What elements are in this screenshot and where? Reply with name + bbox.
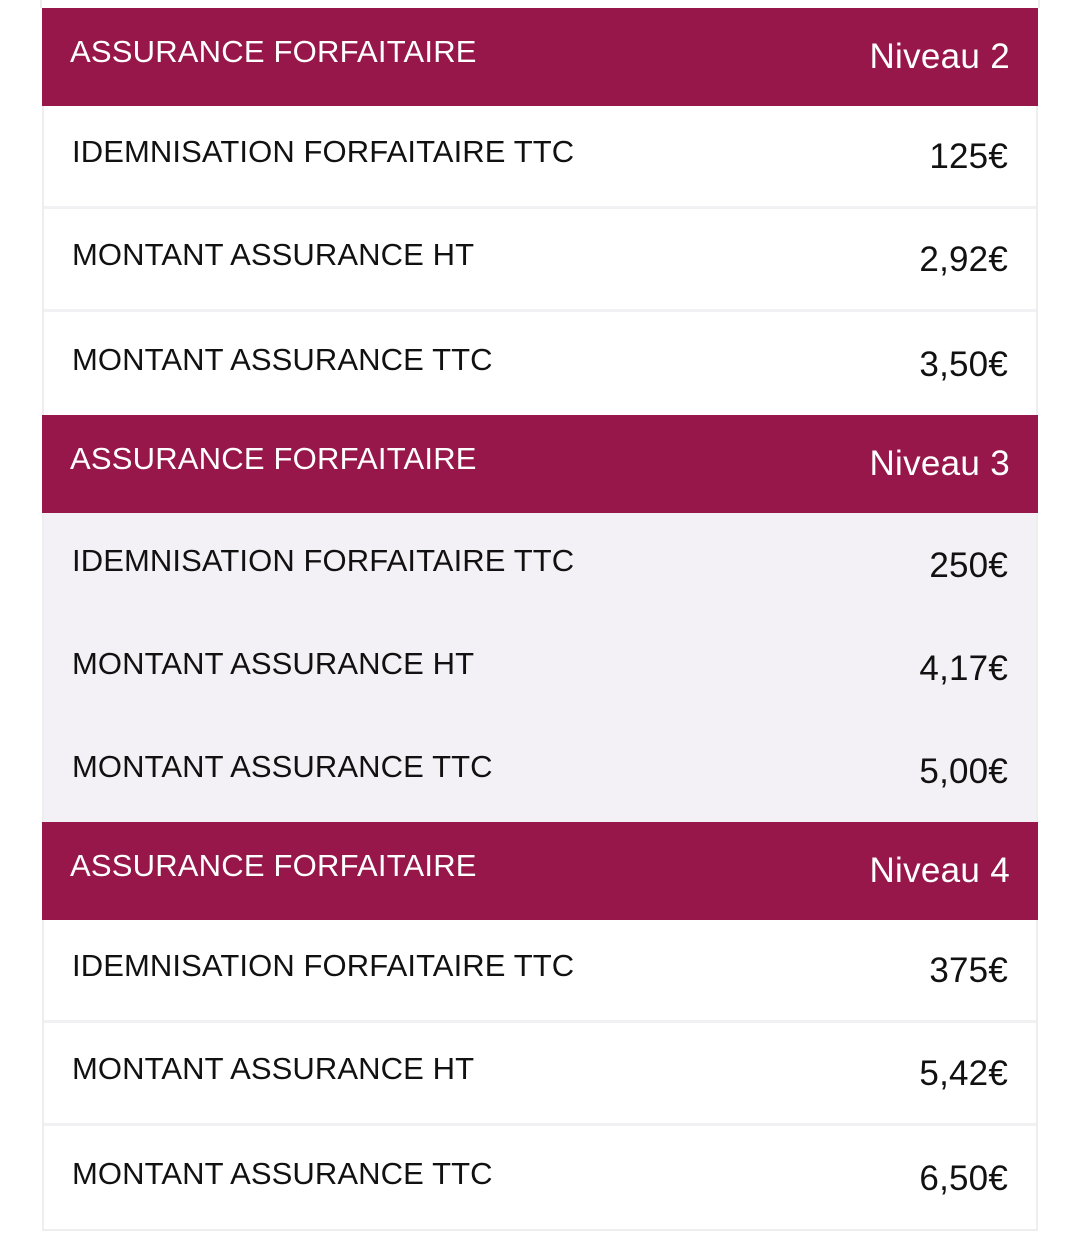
table-row bbox=[44, 513, 1036, 616]
table-row bbox=[44, 1023, 1036, 1126]
table-row bbox=[44, 1126, 1036, 1229]
insurance-table bbox=[42, 8, 1038, 1231]
section-title: ASSURANCE FORFAITAIRE bbox=[70, 848, 477, 883]
row-value: 4,17€ bbox=[919, 648, 1008, 688]
section-title: ASSURANCE FORFAITAIRE bbox=[70, 34, 477, 69]
row-label: IDEMNISATION FORFAITAIRE TTC bbox=[72, 134, 575, 169]
section-level: Niveau 2 bbox=[869, 37, 1010, 76]
row-label: MONTANT ASSURANCE HT bbox=[72, 1051, 475, 1086]
table-row bbox=[44, 920, 1036, 1023]
insurance-section-niveau-3 bbox=[44, 415, 1036, 822]
row-label: MONTANT ASSURANCE HT bbox=[72, 237, 475, 272]
row-value: 5,42€ bbox=[919, 1054, 1008, 1093]
section-level: Niveau 4 bbox=[869, 851, 1010, 890]
row-label: IDEMNISATION FORFAITAIRE TTC bbox=[72, 542, 575, 578]
row-value: 375€ bbox=[929, 951, 1008, 990]
row-label: MONTANT ASSURANCE TTC bbox=[72, 748, 493, 784]
section-header bbox=[42, 822, 1038, 920]
section-header bbox=[42, 8, 1038, 106]
section-header bbox=[42, 415, 1038, 513]
row-label: MONTANT ASSURANCE TTC bbox=[72, 1155, 493, 1191]
section-title: ASSURANCE FORFAITAIRE bbox=[70, 441, 477, 476]
row-value: 125€ bbox=[929, 137, 1008, 176]
table-row bbox=[44, 719, 1036, 822]
row-label: MONTANT ASSURANCE TTC bbox=[72, 341, 493, 377]
table-top-edge bbox=[40, 0, 1040, 8]
table-row bbox=[44, 312, 1036, 415]
table-row bbox=[44, 209, 1036, 312]
row-value: 6,50€ bbox=[919, 1158, 1008, 1198]
row-label: IDEMNISATION FORFAITAIRE TTC bbox=[72, 948, 575, 983]
insurance-section-niveau-2 bbox=[44, 8, 1036, 415]
table-row bbox=[44, 616, 1036, 719]
section-level: Niveau 3 bbox=[869, 444, 1010, 483]
table-row bbox=[44, 106, 1036, 209]
row-value: 3,50€ bbox=[919, 344, 1008, 384]
row-label: MONTANT ASSURANCE HT bbox=[72, 645, 475, 681]
row-value: 2,92€ bbox=[919, 240, 1008, 279]
insurance-section-niveau-4 bbox=[44, 822, 1036, 1229]
row-value: 250€ bbox=[929, 545, 1008, 585]
row-value: 5,00€ bbox=[919, 751, 1008, 791]
